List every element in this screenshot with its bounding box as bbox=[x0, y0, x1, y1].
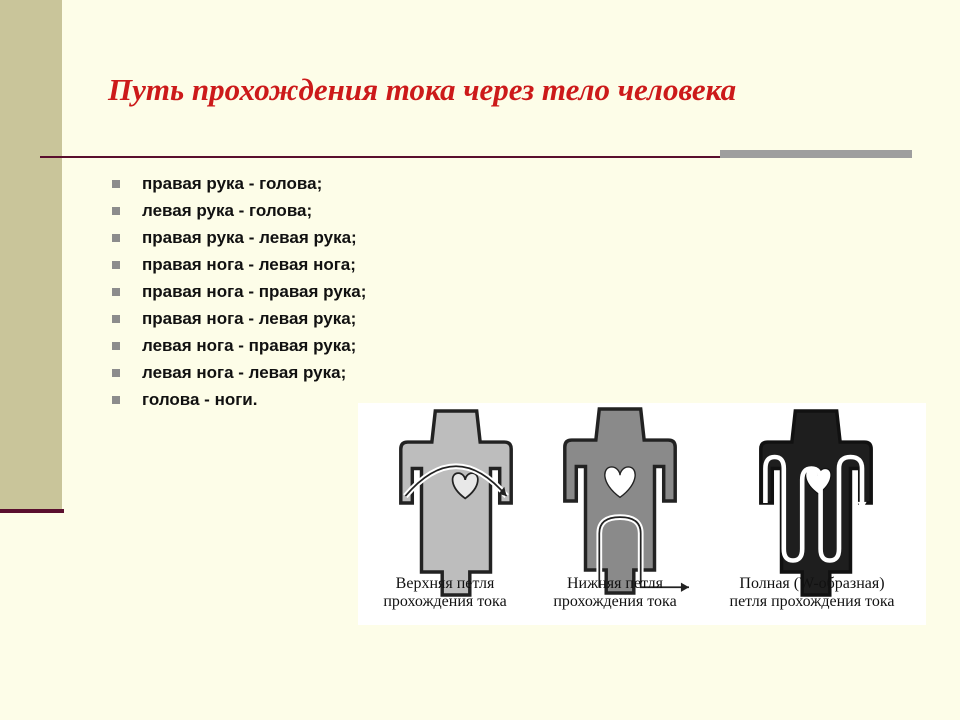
bullet-square-icon bbox=[112, 261, 120, 269]
bullet-square-icon bbox=[112, 207, 120, 215]
bullet-square-icon bbox=[112, 234, 120, 242]
side-decor-bar bbox=[0, 0, 62, 512]
bullet-square-icon bbox=[112, 396, 120, 404]
list-item: правая нога - левая рука; bbox=[112, 305, 366, 332]
current-loop-figure bbox=[358, 403, 926, 625]
bullet-square-icon bbox=[112, 369, 120, 377]
list-item: левая нога - правая рука; bbox=[112, 332, 366, 359]
list-item: левая рука - голова; bbox=[112, 197, 366, 224]
side-decor-line bbox=[0, 509, 64, 513]
list-item: голова - ноги. bbox=[112, 386, 366, 413]
lower-loop-figure bbox=[565, 409, 689, 593]
slide-title: Путь прохождения тока через тело человека bbox=[108, 72, 737, 107]
bullet-square-icon bbox=[112, 180, 120, 188]
bullet-square-icon bbox=[112, 342, 120, 350]
list-item: правая нога - левая нога; bbox=[112, 251, 366, 278]
figure-caption: Полная (W-образная) петля прохождения тока bbox=[729, 575, 895, 610]
bullet-square-icon bbox=[112, 288, 120, 296]
list-item: левая нога - левая рука; bbox=[112, 359, 366, 386]
full-w-loop-figure bbox=[761, 411, 871, 595]
figure-caption: Нижняя петля прохождения тока bbox=[553, 575, 677, 610]
bullet-square-icon bbox=[112, 315, 120, 323]
list-item: правая нога - правая рука; bbox=[112, 278, 366, 305]
list-item: правая рука - левая рука; bbox=[112, 224, 366, 251]
current-path-list bbox=[112, 170, 366, 413]
figure-caption: Верхняя петля прохождения тока bbox=[383, 575, 507, 610]
divider-accent bbox=[720, 150, 912, 158]
list-item: правая рука - голова; bbox=[112, 170, 366, 197]
upper-loop-figure bbox=[401, 411, 511, 595]
